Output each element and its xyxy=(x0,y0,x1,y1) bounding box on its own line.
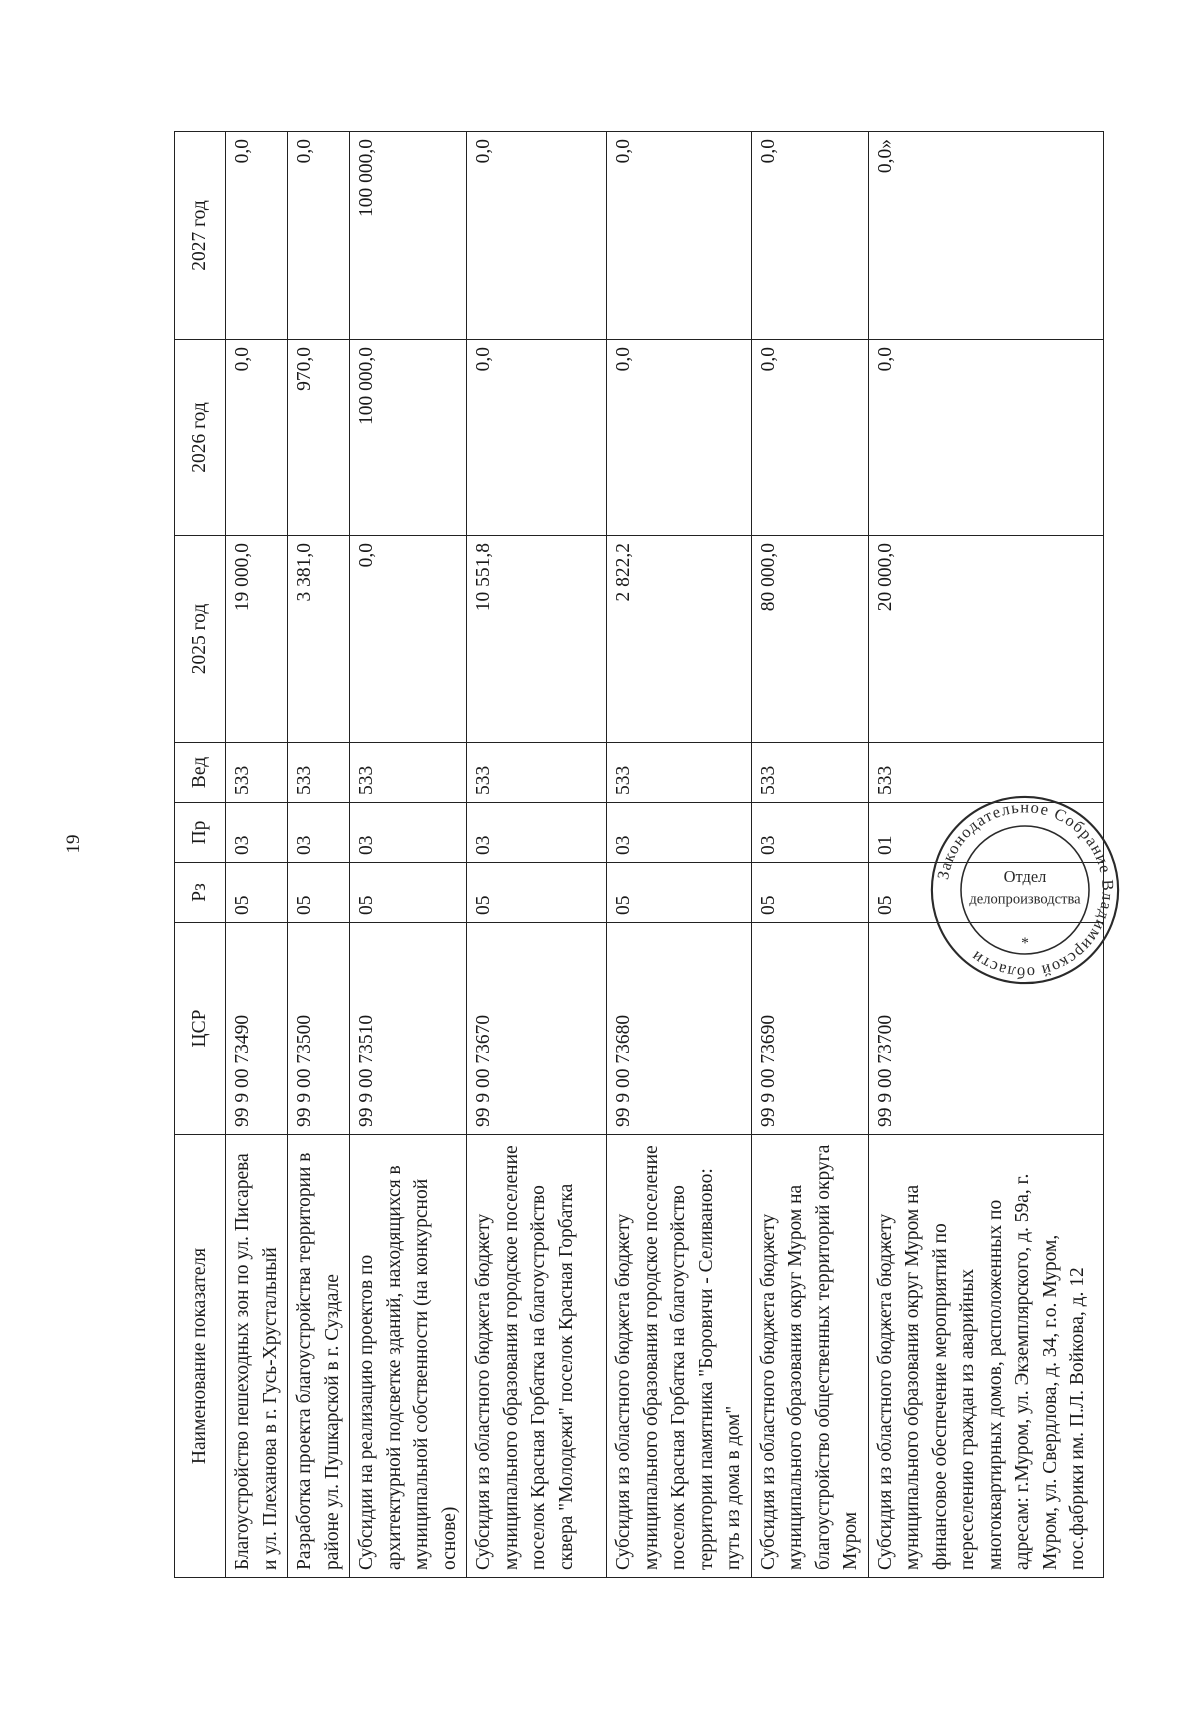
header-rz: Рз xyxy=(175,863,226,923)
row-name: Субсидия из областного бюджета бюджету муниципального образования округ Муром на финансовое обеспечение мероприятий по переселению граждан из аварийных многоквартирных домов, расположенных по адресам: г.Муром, ул. Экземплярского, д. 59а, г. Муром, ул. Свердлова, д. 34, г.о. Муром, пос.фабрики им. П.Л. Войкова, д. 12 xyxy=(868,1135,1104,1578)
row-pr: 01 xyxy=(868,803,1104,863)
row-pr: 03 xyxy=(226,803,288,863)
header-2025: 2025 год xyxy=(175,536,226,743)
row-ved: 533 xyxy=(607,743,752,803)
header-csr: ЦСР xyxy=(175,923,226,1135)
row-2025: 10 551,8 xyxy=(467,536,607,743)
table-row xyxy=(607,132,752,1578)
row-pr: 03 xyxy=(288,803,350,863)
row-2027: 0,0 xyxy=(607,132,752,340)
row-2027: 0,0 xyxy=(751,132,868,340)
header-name: Наименование показателя xyxy=(175,1135,226,1578)
row-rz: 05 xyxy=(288,863,350,923)
header-pr: Пр xyxy=(175,803,226,863)
row-csr: 99 9 00 73680 xyxy=(607,923,752,1135)
row-2025: 0,0 xyxy=(350,536,467,743)
table-row xyxy=(226,132,288,1578)
row-csr: 99 9 00 73500 xyxy=(288,923,350,1135)
row-csr: 99 9 00 73490 xyxy=(226,923,288,1135)
row-2026: 0,0 xyxy=(226,340,288,536)
row-rz: 05 xyxy=(751,863,868,923)
row-name: Субсидия из областного бюджета бюджету муниципального образования городское поселение поселок Красная Горбатка на благоустройство сквера "Молодежи" поселок Красная Горбатка xyxy=(467,1135,607,1578)
row-ved: 533 xyxy=(467,743,607,803)
row-name: Субсидии на реализацию проектов по архитектурной подсветке зданий, находящихся в муниципальной собственности (на конкурсной основе) xyxy=(350,1135,467,1578)
row-2027: 0,0» xyxy=(868,132,1104,340)
row-2027: 100 000,0 xyxy=(350,132,467,340)
row-ved: 533 xyxy=(751,743,868,803)
stamp-center-line2: делопроизводства xyxy=(969,891,1081,908)
row-2025: 3 381,0 xyxy=(288,536,350,743)
table-row xyxy=(467,132,607,1578)
row-name: Субсидия из областного бюджета бюджету муниципального образования округ Муром на благоустройство общественных территорий округа Муром xyxy=(751,1135,868,1578)
row-csr: 99 9 00 73700 xyxy=(868,923,1104,1135)
official-stamp xyxy=(928,793,1122,987)
row-rz: 05 xyxy=(226,863,288,923)
table-row xyxy=(751,132,868,1578)
row-pr: 03 xyxy=(607,803,752,863)
row-ved: 533 xyxy=(350,743,467,803)
row-2025: 20 000,0 xyxy=(868,536,1104,743)
table-row xyxy=(350,132,467,1578)
row-pr: 03 xyxy=(467,803,607,863)
row-rz: 05 xyxy=(467,863,607,923)
row-2026: 0,0 xyxy=(751,340,868,536)
row-csr: 99 9 00 73690 xyxy=(751,923,868,1135)
header-2026: 2026 год xyxy=(175,340,226,536)
row-rz: 05 xyxy=(607,863,752,923)
stamp-ring-text: Законодательное Собрание Владимирской области xyxy=(933,797,1118,983)
header-ved: Вед xyxy=(175,743,226,803)
row-name: Субсидия из областного бюджета бюджету муниципального образования городское поселение поселок Красная Горбатка на благоустройство территории памятника "Боровичи - Селиваново: путь из дома в дом" xyxy=(607,1135,752,1578)
row-2027: 0,0 xyxy=(288,132,350,340)
row-ved: 533 xyxy=(226,743,288,803)
row-2025: 19 000,0 xyxy=(226,536,288,743)
row-2026: 0,0 xyxy=(467,340,607,536)
stamp-star-icon: * xyxy=(1021,935,1029,953)
row-2026: 0,0 xyxy=(607,340,752,536)
row-ved: 533 xyxy=(868,743,1104,803)
row-2026: 970,0 xyxy=(288,340,350,536)
table-header-row xyxy=(175,132,226,1578)
row-2027: 0,0 xyxy=(467,132,607,340)
row-2026: 100 000,0 xyxy=(350,340,467,536)
row-pr: 03 xyxy=(751,803,868,863)
row-2025: 80 000,0 xyxy=(751,536,868,743)
row-csr: 99 9 00 73670 xyxy=(467,923,607,1135)
row-csr: 99 9 00 73510 xyxy=(350,923,467,1135)
row-ved: 533 xyxy=(288,743,350,803)
row-name: Благоустройство пешеходных зон по ул. Писарева и ул. Плеханова в г. Гусь-Хрустальный xyxy=(226,1135,288,1578)
row-rz: 05 xyxy=(350,863,467,923)
row-rz: 05 xyxy=(868,863,1104,923)
row-2025: 2 822,2 xyxy=(607,536,752,743)
header-2027: 2027 год xyxy=(175,132,226,340)
row-2026: 0,0 xyxy=(868,340,1104,536)
page-number: 19 xyxy=(63,834,84,854)
row-pr: 03 xyxy=(350,803,467,863)
row-2027: 0,0 xyxy=(226,132,288,340)
table-row xyxy=(288,132,350,1578)
row-name: Разработка проекта благоустройства территории в районе ул. Пушкарской в г. Суздале xyxy=(288,1135,350,1578)
stamp-center-line1: Отдел xyxy=(1003,867,1047,887)
